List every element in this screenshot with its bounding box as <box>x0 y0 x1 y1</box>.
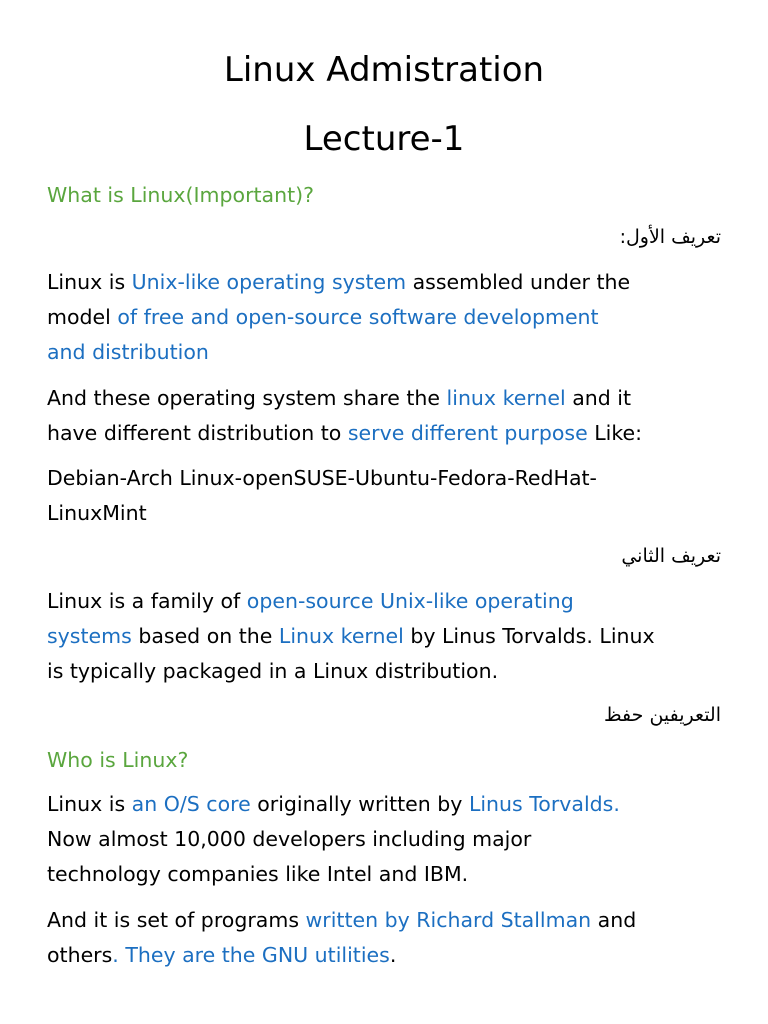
text-line <box>47 300 732 335</box>
highlighted-term: systems <box>47 624 132 648</box>
text-run: And it is set of programs <box>47 908 306 932</box>
text-line: Now almost 10,000 developers including major <box>47 827 532 851</box>
highlighted-term: Linus Torvalds. <box>468 792 620 816</box>
definition-one-paragraph <box>47 265 732 370</box>
kernel-paragraph <box>47 381 732 451</box>
text-run: have different distribution to <box>47 421 348 445</box>
text-run: others <box>47 943 113 967</box>
text-line: is typically packaged in a Linux distribution. <box>47 659 499 683</box>
definition-two-paragraph <box>47 584 732 689</box>
text-run: . <box>389 943 397 967</box>
memorize-note: التعريفين حفظ <box>604 704 721 726</box>
text-run: Like: <box>587 421 642 445</box>
text-run: model <box>47 305 118 329</box>
heading-who-is-linux: Who is Linux? <box>47 748 189 772</box>
text-line <box>47 416 732 451</box>
text-line: and distribution <box>47 340 209 364</box>
highlighted-term: of free and open-source software development <box>117 305 599 329</box>
text-line <box>47 938 732 973</box>
text-run: Linux is <box>47 792 132 816</box>
who-is-linux-paragraph <box>47 787 732 892</box>
text-line <box>47 584 732 619</box>
text-run: Linux is <box>47 270 132 294</box>
highlighted-term: written by Richard Stallman <box>305 908 592 932</box>
lecture-number: Lecture-1 <box>303 119 465 159</box>
text-line <box>47 787 732 822</box>
first-definition-label: تعريف الأول: <box>619 226 721 248</box>
text-run: And these operating system share the <box>47 386 447 410</box>
highlighted-term: an O/S core <box>131 792 251 816</box>
text-run: and <box>591 908 637 932</box>
highlighted-term: . They are the GNU utilities <box>112 943 390 967</box>
text-line: LinuxMint <box>47 501 147 525</box>
highlighted-term: linux kernel <box>446 386 566 410</box>
text-line: Debian-Arch Linux-openSUSE-Ubuntu-Fedora-RedHat- <box>47 466 597 490</box>
text-run: originally written by <box>250 792 469 816</box>
highlighted-term: serve different purpose <box>347 421 588 445</box>
gnu-paragraph <box>47 903 732 973</box>
highlighted-term: Linux kernel <box>278 624 404 648</box>
text-line <box>47 381 732 416</box>
document-title: Linux Admistration <box>223 50 545 90</box>
text-run: and it <box>565 386 632 410</box>
text-run: based on the <box>131 624 279 648</box>
text-line <box>47 619 732 654</box>
text-run: by Linus Torvalds. Linux <box>403 624 655 648</box>
heading-what-is-linux: What is Linux(Important)? <box>47 183 315 207</box>
text-run: assembled under the <box>406 270 631 294</box>
highlighted-term: open-source Unix-like operating <box>246 589 574 613</box>
highlighted-term: Unix-like operating system <box>131 270 407 294</box>
text-line: technology companies like Intel and IBM. <box>47 862 469 886</box>
text-line <box>47 903 732 938</box>
text-run: Linux is a family of <box>47 589 247 613</box>
distributions-list <box>47 461 732 531</box>
text-line <box>47 265 732 300</box>
second-definition-label: تعريف الثاني <box>621 545 721 567</box>
